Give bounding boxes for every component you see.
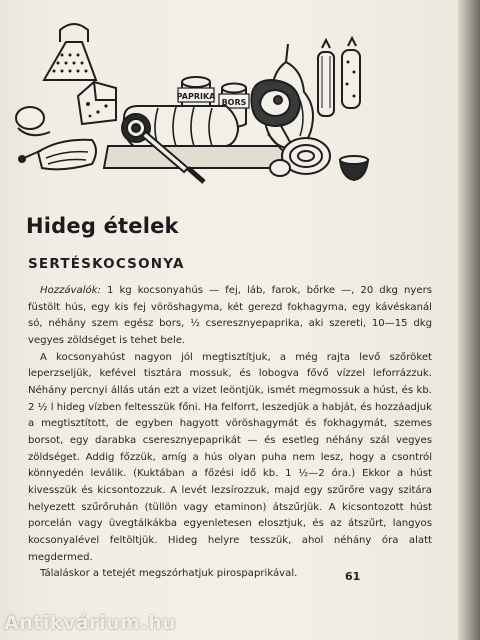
- watermark-text: Antikvárium.hu: [4, 612, 177, 634]
- ingredients-text: 1 kg kocsonyahús — fej, láb, farok, bőrke —, 20 dkg nyers füstölt hús, egy kis fej vöröshagyma, két gerezd fokhagyma, egy kávéskanál só, néhány szem egész bors, ½ cseresznyepaprika, aki szereti, 10—15 dkg vegyes zöldséget is tehet bele.: [28, 285, 432, 346]
- cheese-icon: [78, 82, 116, 124]
- sausage-icon: [318, 38, 360, 116]
- page-stack-edge: [458, 0, 480, 640]
- kitchen-illustration: [0, 0, 458, 200]
- ingredients-label: Hozzávalók:: [40, 285, 101, 296]
- serving-paragraph: Tálaláskor a tetejét megszórhatjuk pirospaprikával.: [40, 568, 298, 580]
- method-paragraph: A kocsonyahúst nagyon jól megtisztítjuk, a még rajta levő szőröket leperzseljük, kefével tisztára mossuk, és lobogva fővő vízzel leforrázzuk. Néhány percnyi állás után ezt a vizet leöntjük, ismét megmossuk a húst, és kb. 2 ½ l hideg vízben feltesszük főni. Ha felforrt, leszedjük a habját, és hozzáadjuk a megtisztított, de egyben hagyott vöröshagymát és fokhagymát, szemes borsot, egy darabka cseresznyepaprikát — és esetleg néhány szál vegyes zöldséget. Addig főzzük, amíg a hús olyan puha nem lesz, hogy a csontról könnyedén leválik. (Kuktában a főzési idő kb. 1 ½—2 óra.) Ekkor a húst kivesszük és kicsontozzuk. A levét lezsírozzuk, majd egy szűrőre vagy szitára helyezett szűrőruhán (tüllön vagy etaminon) átszűrjük. A kicsontozott húst porcelán vagy üvegtálkákba egyenletesen elosztjuk, és az átszűrt, langyos kocsonyalével feltöltjük. Hideg helyre tesszük, ahol néhány óra alatt megdermed.: [28, 351, 432, 563]
- grater-icon: [44, 24, 96, 80]
- sardine-tin-icon: [19, 140, 96, 170]
- section-heading: Hideg ételek: [26, 214, 179, 238]
- ham-icon: [251, 80, 300, 126]
- egg-icon: [16, 107, 44, 129]
- paprika-tin-label: PAPRIKA: [176, 92, 216, 101]
- pepper-tin-label: BORS: [221, 98, 247, 107]
- recipe-title: SERTÉSKOCSONYA: [28, 256, 185, 272]
- page-number: 61: [345, 570, 361, 583]
- ingredients-paragraph: [28, 283, 432, 350]
- bowl-icon: [340, 156, 368, 180]
- recipe-body: [28, 283, 432, 583]
